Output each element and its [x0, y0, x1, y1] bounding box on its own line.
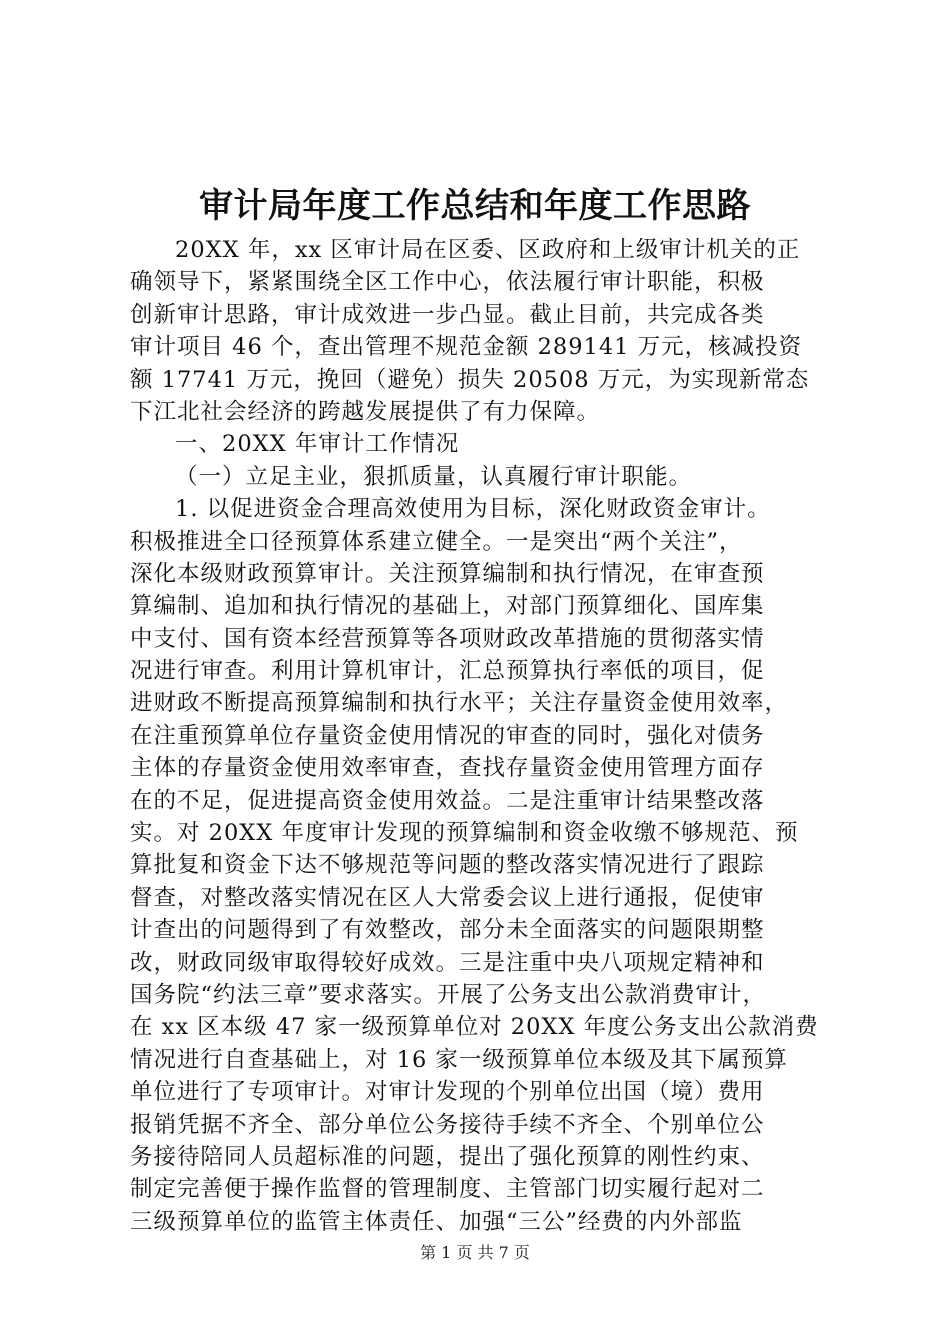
section-heading: 一、20XX 年审计工作情况 [175, 431, 460, 458]
paragraph-line: 额 17741 万元，挽回（避免）损失 20508 万元，为实现新常态 [130, 366, 810, 393]
paragraph-line: 下江北社会经济的跨越发展提供了有力保障。 [130, 398, 601, 425]
subsection-heading: （一）立足主业，狠抓质量，认真履行审计职能。 [175, 463, 693, 490]
paragraph-line: 单位进行了专项审计。对审计发现的个别单位出国（境）费用 [130, 1079, 765, 1106]
paragraph-line: 情况进行自查基础上，对 16 家一级预算单位本级及其下属预算 [130, 1046, 788, 1073]
paragraph-line: 务接待陪同人员超标准的问题，提出了强化预算的刚性约束、 [130, 1143, 765, 1170]
paragraph-line: 督查，对整改落实情况在区人大常委会议上进行通报，促使审 [130, 884, 765, 911]
paragraph-line: 制定完善便于操作监督的管理制度、主管部门切实履行起对二 [130, 1176, 765, 1203]
paragraph-line: 在注重预算单位存量资金使用情况的审查的同时，强化对债务 [130, 722, 765, 749]
paragraph-line: 计查出的问题得到了有效整改，部分未全面落实的问题限期整 [130, 917, 765, 944]
paragraph-line: 改，财政同级审取得较好成效。三是注重中央八项规定精神和 [130, 949, 765, 976]
paragraph-line: 审计项目 46 个，查出管理不规范金额 289141 万元，核减投资 [130, 334, 803, 361]
paragraph-line: 况进行审查。利用计算机审计，汇总预算执行率低的项目，促 [130, 658, 765, 685]
paragraph-line: 国务院“约法三章”要求落实。开展了公务支出公款消费审计， [130, 981, 767, 1008]
paragraph-line: 确领导下，紧紧围绕全区工作中心，依法履行审计职能，积极 [130, 269, 765, 296]
document-title: 审计局年度工作总结和年度工作思路 [199, 186, 751, 226]
paragraph-line: 报销凭据不齐全、部分单位公务接待手续不齐全、个别单位公 [130, 1111, 765, 1138]
paragraph-line: 1. 以促进资金合理高效使用为目标，深化财政资金审计。 [175, 496, 771, 523]
paragraph-line: 20XX 年，xx 区审计局在区委、区政府和上级审计机关的正 [175, 237, 801, 263]
paragraph-line: 中支付、国有资本经营预算等各项财政改革措施的贯彻落实情 [130, 625, 765, 652]
paragraph-line: 三级预算单位的监管主体责任、加强“三公”经费的内外部监 [130, 1208, 743, 1235]
paragraph-line: 算编制、追加和执行情况的基础上，对部门预算细化、国库集 [130, 593, 765, 620]
paragraph-line: 实。对 20XX 年度审计发现的预算编制和资金收缴不够规范、预 [130, 820, 799, 847]
document-body [130, 234, 850, 1238]
paragraph-line: 创新审计思路，审计成效进一步凸显。截止目前，共完成各类 [130, 301, 765, 328]
paragraph-line: 算批复和资金下达不够规范等问题的整改落实情况进行了跟踪 [130, 852, 765, 879]
paragraph-line: 在 xx 区本级 47 家一级预算单位对 20XX 年度公务支出公款消费 [130, 1014, 819, 1041]
paragraph-line: 进财政不断提高预算编制和执行水平；关注存量资金使用效率， [130, 690, 789, 717]
paragraph-line: 主体的存量资金使用效率审查，查找存量资金使用管理方面存 [130, 755, 765, 782]
paragraph-line: 深化本级财政预算审计。关注预算编制和执行情况，在审查预 [130, 560, 765, 587]
paragraph-line: 积极推进全口径预算体系建立健全。一是突出“两个关注”， [130, 528, 743, 555]
paragraph-line: 在的不足，促进提高资金使用效益。二是注重审计结果整改落 [130, 787, 765, 814]
page-footer: 第 1 页 共 7 页 [420, 1243, 530, 1262]
